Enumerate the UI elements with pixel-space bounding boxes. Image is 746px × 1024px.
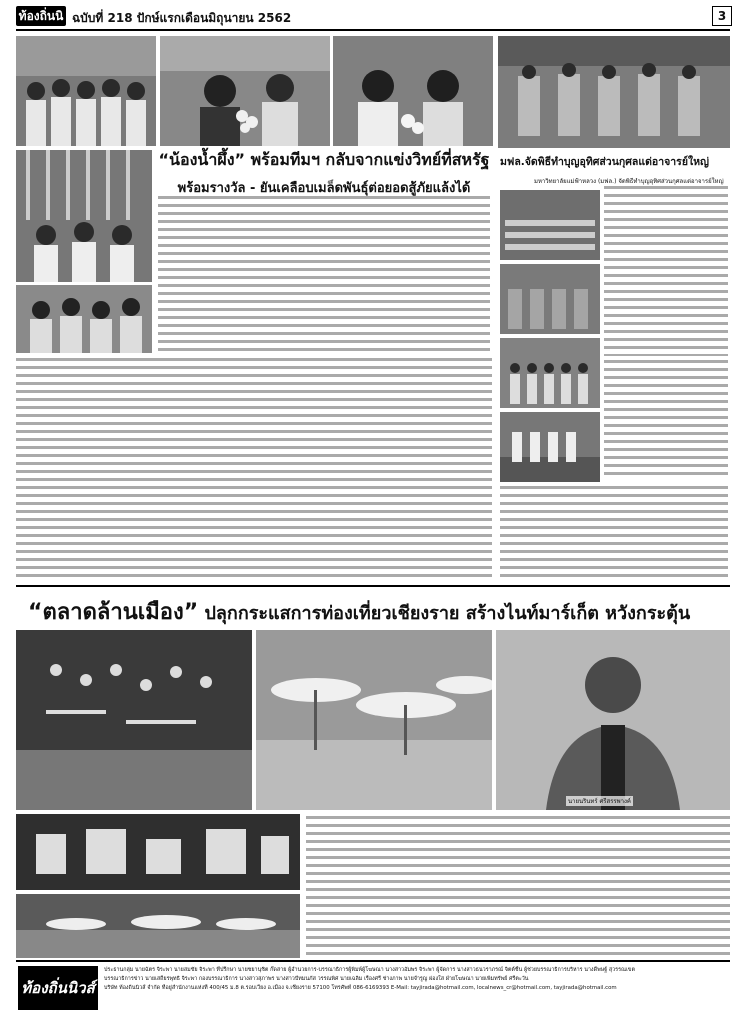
- story1-body-bottom: [16, 358, 492, 580]
- story3-body: [306, 816, 730, 956]
- photo-monks-chanting: [500, 264, 600, 334]
- photo-market-river: [16, 894, 300, 958]
- photo-market-night: [16, 814, 300, 890]
- story2-text-block-b: [604, 360, 728, 480]
- footer-line-3: บริษัท ท้องถิ่นนิวส์ จำกัด ที่อยู่สำนักงานแห่งที่ 400/45 ม.8 ต.รอบเวียง อ.เมือง จ.เชียงราย 57100 โทรศัพท์ 086-6169393 E-Mail: tayjirada@hotmail.com, localnews_cr@hotmail.com, tayjirada@hotmail.com: [104, 985, 617, 991]
- story3-headline-rest: ปลุกกระแสการท่องเที่ยวเชียงราย สร้างไนท์มาร์เก็ต หวังกระตุ้น: [204, 603, 691, 624]
- story2-body-bottom: [500, 486, 728, 578]
- photo-hall-rows: [500, 190, 600, 260]
- photo-students-group: [16, 36, 156, 146]
- story2-body-right-2: [604, 360, 728, 480]
- photo-market-river-image: [16, 894, 300, 958]
- photo-group-portrait: [16, 285, 152, 353]
- photo-market-umbrellas-image: [256, 630, 492, 810]
- portrait-caption: นายนรินทร์ ศรีสรรพางค์: [568, 798, 631, 805]
- photo-ceremony-monks: [498, 36, 730, 148]
- story2-headline: มฟล.จัดพิธีทำบุญอุทิศส่วนกุศลแด่อาจารย์ใหญ่: [500, 156, 709, 168]
- story2-text-block-a: [604, 186, 728, 356]
- footer-logo: ท้องถิ่นนิวส์: [18, 966, 98, 1010]
- photo-market-lanterns-image: [16, 630, 252, 810]
- photo-market-night-image: [16, 814, 300, 890]
- photo-ceremony-monks-image: [498, 36, 730, 148]
- section-rule: [16, 585, 730, 587]
- footer-line-1: ประธานกลุ่ม นายฉัตร จิระพา นายสมชัย จิระพา ที่ปรึกษา นายชยานุชิต ก๊ดสาย ผู้อำนวยการ-บรรณาธิการผู้พิมพ์ผู้โฆษณา นางสาวอัมพร จิระพา ผู้จัดการ นางสาวธนวราภรณ์ จิตต์ชื่น ผู้ช่วยบรรณาธิการบริหาร นางดีพษฐ์ สุวรรณเขต: [104, 967, 635, 973]
- story3-headline-quote: “ตลาดล้านเมือง”: [28, 600, 199, 625]
- story1-text-block-b: [16, 358, 492, 580]
- footer-line-2: บรรณาธิการข่าว นายเสถียรพุทธิ จิระพา กองบรรณาธิการ นางสาวสุภาพร นางสาวปัทมนภัส วรรณพิศ นายเฉลิม เรืองศรี ช่างภาพ นายจำรูญ ผ่องใส ฝ่ายโฆษณา นายเพิ่มทรัพย์ ศรีตะวัน: [104, 976, 529, 982]
- photo-hall-rows-image: [500, 190, 600, 260]
- photo-portrait-man: [496, 630, 730, 810]
- photo-market-umbrellas: [256, 630, 492, 810]
- photo-monks-chanting-image: [500, 264, 600, 334]
- story2-text-block-c: [500, 486, 728, 578]
- story2-body-right: [604, 186, 728, 356]
- photo-ceremony-line: [500, 412, 600, 482]
- photo-audience: [500, 338, 600, 408]
- story3-text-block: [306, 816, 730, 956]
- photo-welcome-flowers: [16, 150, 152, 282]
- photo-girl-flowers-image: [160, 36, 330, 146]
- photo-group-portrait-image: [16, 285, 152, 353]
- photo-market-lanterns: [16, 630, 252, 810]
- photo-girls-smiling: [333, 36, 493, 146]
- story1-headline-main: “น้องน้ำผึ้ง” พร้อมทีมฯ กลับจากแข่งวิทย์ที่สหรัฐ: [158, 150, 490, 169]
- story2-byline: มหาวิทยาลัยแม่ฟ้าหลวง (มฟล.) จัดพิธีทำบุญอุทิศส่วนกุศลแด่อาจารย์ใหญ่: [534, 178, 724, 185]
- story1-text-block-a: [158, 196, 490, 356]
- page-number: 3: [712, 6, 732, 26]
- story1-headline-sub: พร้อมรางวัล - ยันเคลือบเมล็ดพันธุ์ต่อยอดสู้ภัยแล้งได้: [177, 181, 471, 196]
- photo-audience-image: [500, 338, 600, 408]
- footer-credits: [104, 966, 726, 993]
- photo-ceremony-line-image: [500, 412, 600, 482]
- header-rule: [16, 29, 730, 31]
- issue-info: ฉบับที่ 218 ปักษ์แรกเดือนมิถุนายน 2562: [72, 11, 292, 25]
- photo-welcome-flowers-image: [16, 150, 152, 282]
- photo-portrait-man-image: [496, 630, 730, 810]
- photo-girl-flowers: [160, 36, 330, 146]
- story1-body-top: [158, 196, 490, 356]
- photo-students-group-image: [16, 36, 156, 146]
- photo-girls-smiling-image: [333, 36, 493, 146]
- masthead-logo: ท้องถิ่นนิ: [16, 6, 66, 26]
- story1-headline: [156, 148, 492, 198]
